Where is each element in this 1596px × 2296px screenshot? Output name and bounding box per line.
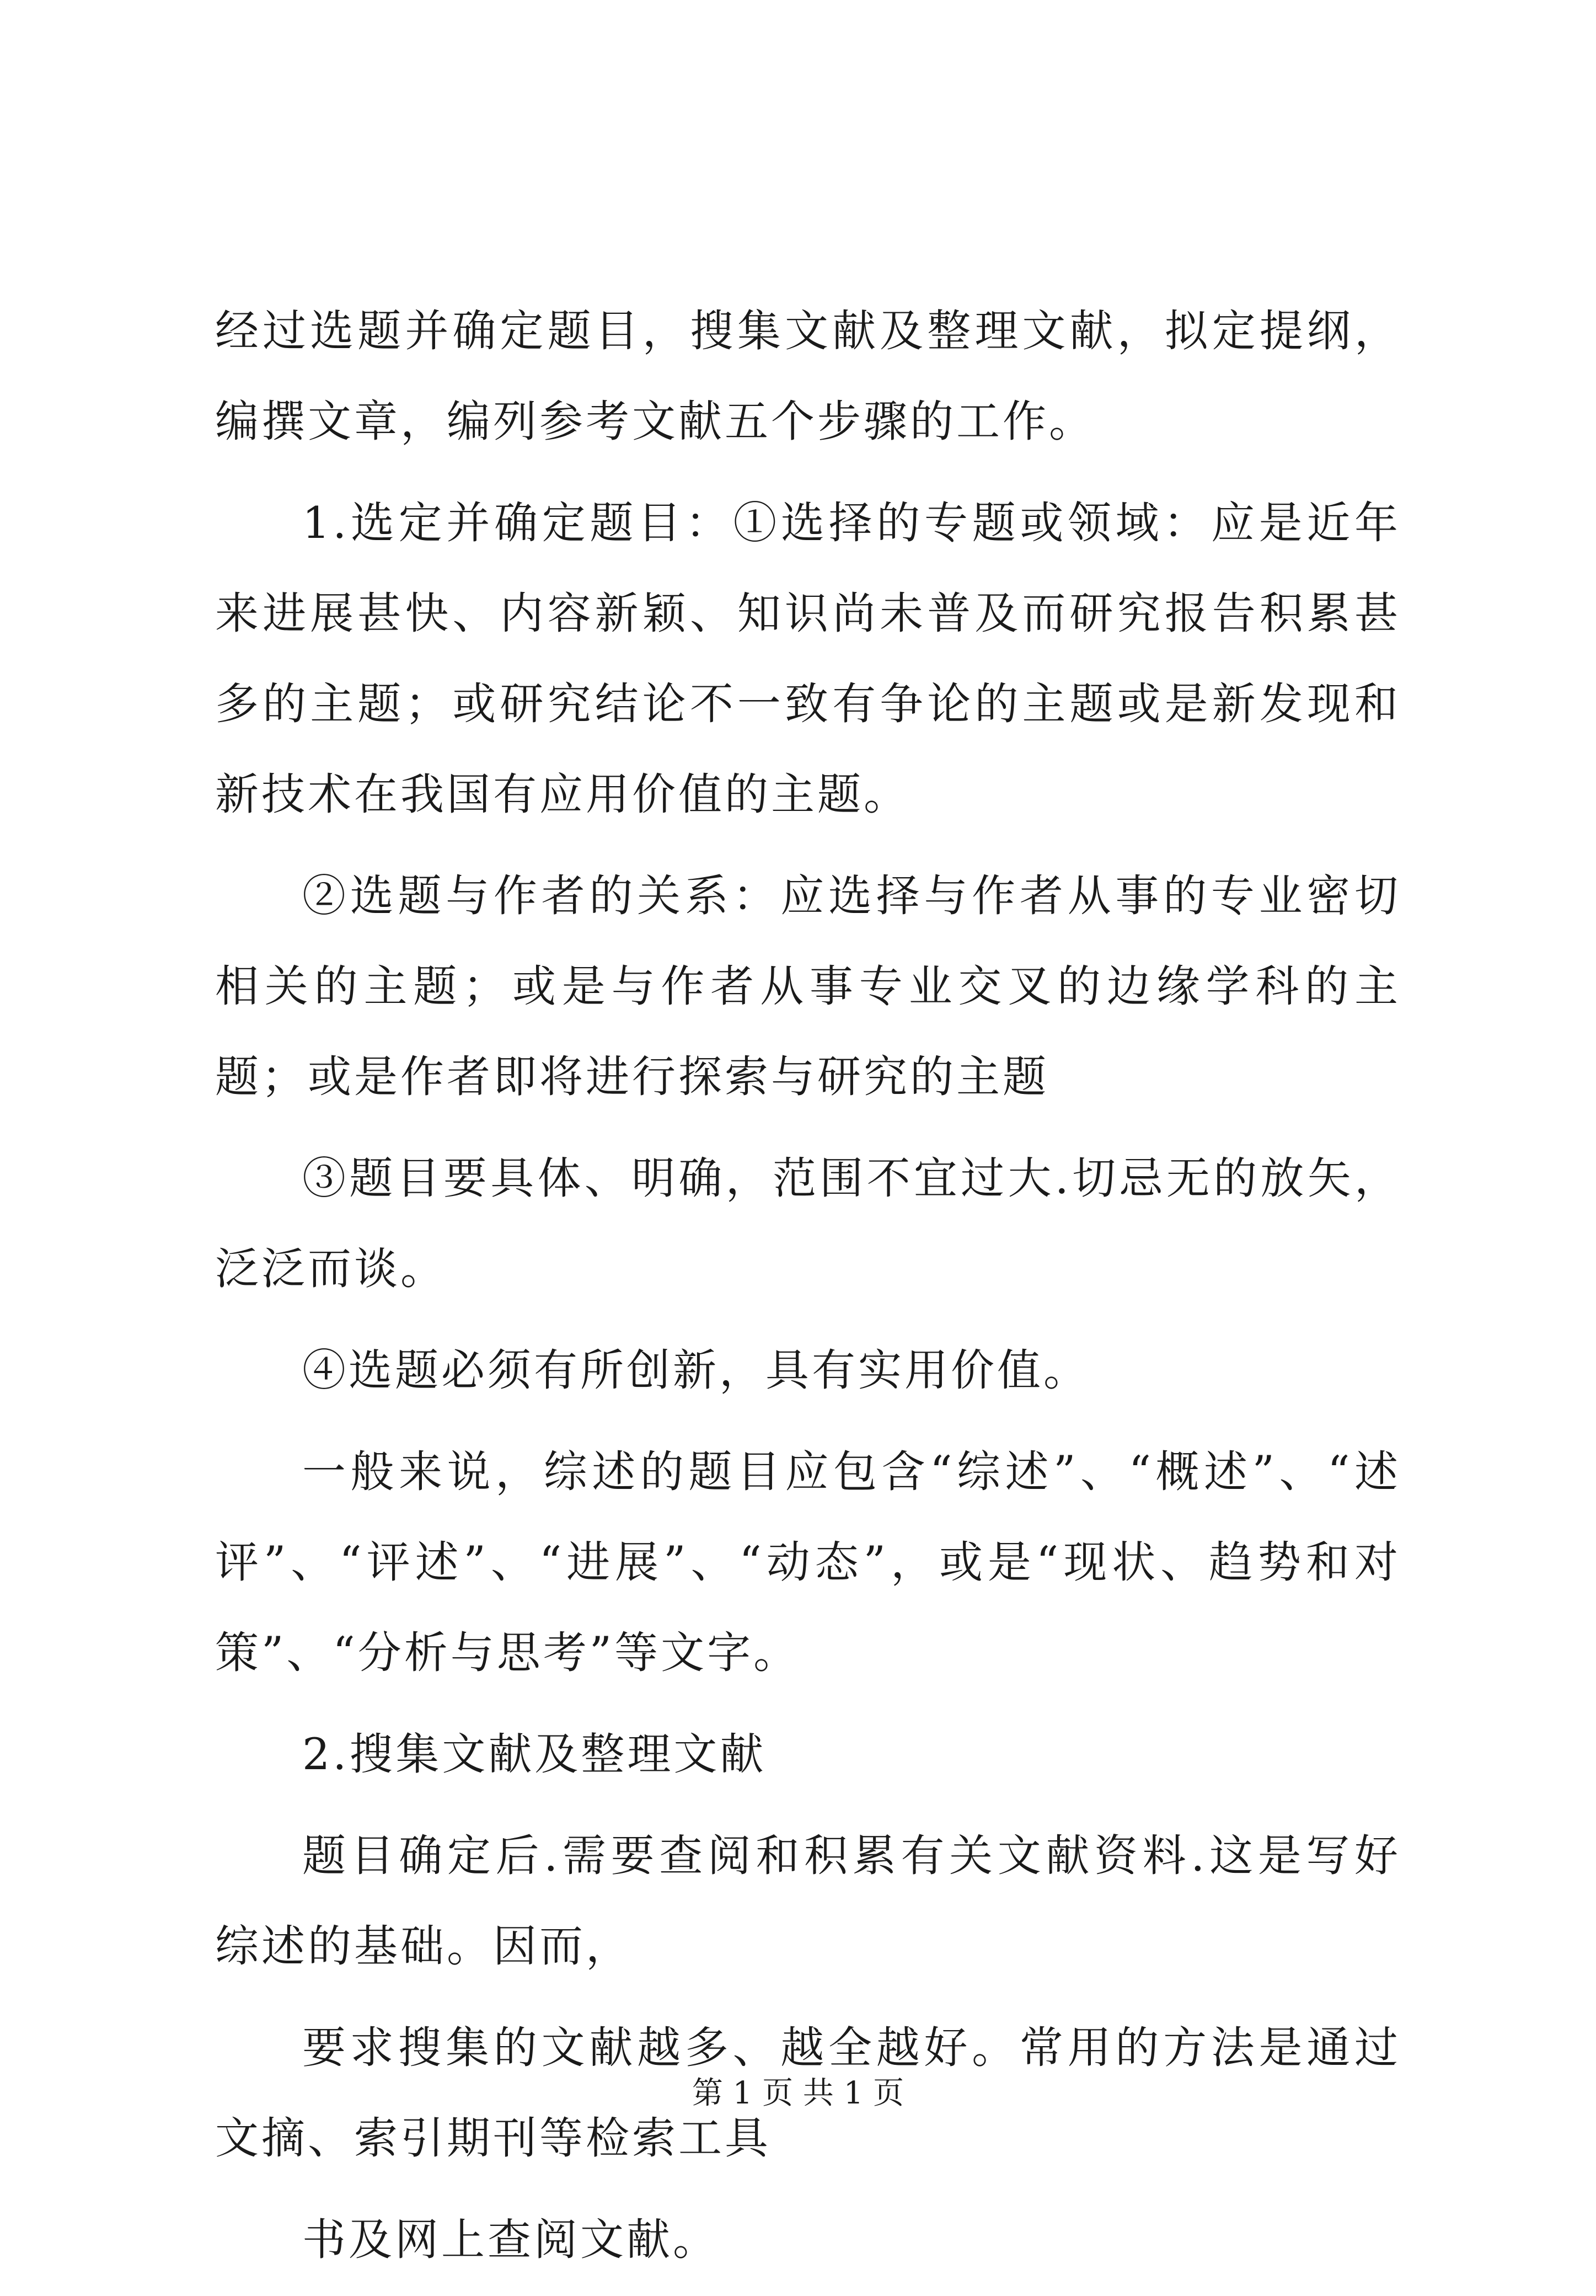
- paragraph-2: 1.选定并确定题目：①选择的专题或领域：应是近年来进展甚快、内容新颖、知识尚未普及而研究报告积累甚多的主题；或研究结论不一致有争论的主题或是新发现和新技术在我国有应用价值的主题。: [215, 498, 1401, 820]
- paragraph-5: ④选题必须有所创新，具有实用价值。: [302, 1345, 1090, 1396]
- paragraph-8: 题目确定后.需要查阅和积累有关文献资料.这是写好综述的基础。因而，: [215, 1830, 1401, 1972]
- paragraph-3: ②选题与作者的关系：应选择与作者从事的专业密切相关的主题；或是与作者从事专业交叉的边缘学科的主题；或是作者即将进行探索与研究的主题: [215, 871, 1401, 1102]
- paragraph-1: 经过选题并确定题目，搜集文献及整理文献，拟定提纲，编撰文章，编列参考文献五个步骤的工作。: [215, 306, 1401, 447]
- page-footer: 第 1 页 共 1 页: [692, 2075, 904, 2111]
- paragraph-9: 要求搜集的文献越多、越全越好。常用的方法是通过文摘、索引期刊等检索工具: [215, 2022, 1401, 2164]
- document-body: [215, 286, 1401, 2296]
- paragraph-10: 书及网上查阅文献。: [302, 2214, 719, 2265]
- paragraph-6: 一般来说，综述的题目应包含“综述”、“概述”、“述评”、“评述”、“进展”、“动态”，或是“现状、趋势和对策”、“分析与思考”等文字。: [215, 1446, 1401, 1678]
- paragraph-4: ③题目要具体、明确，范围不宜过大.切忌无的放矢，泛泛而谈。: [215, 1153, 1401, 1294]
- paragraph-7: 2.搜集文献及整理文献: [302, 1729, 767, 1780]
